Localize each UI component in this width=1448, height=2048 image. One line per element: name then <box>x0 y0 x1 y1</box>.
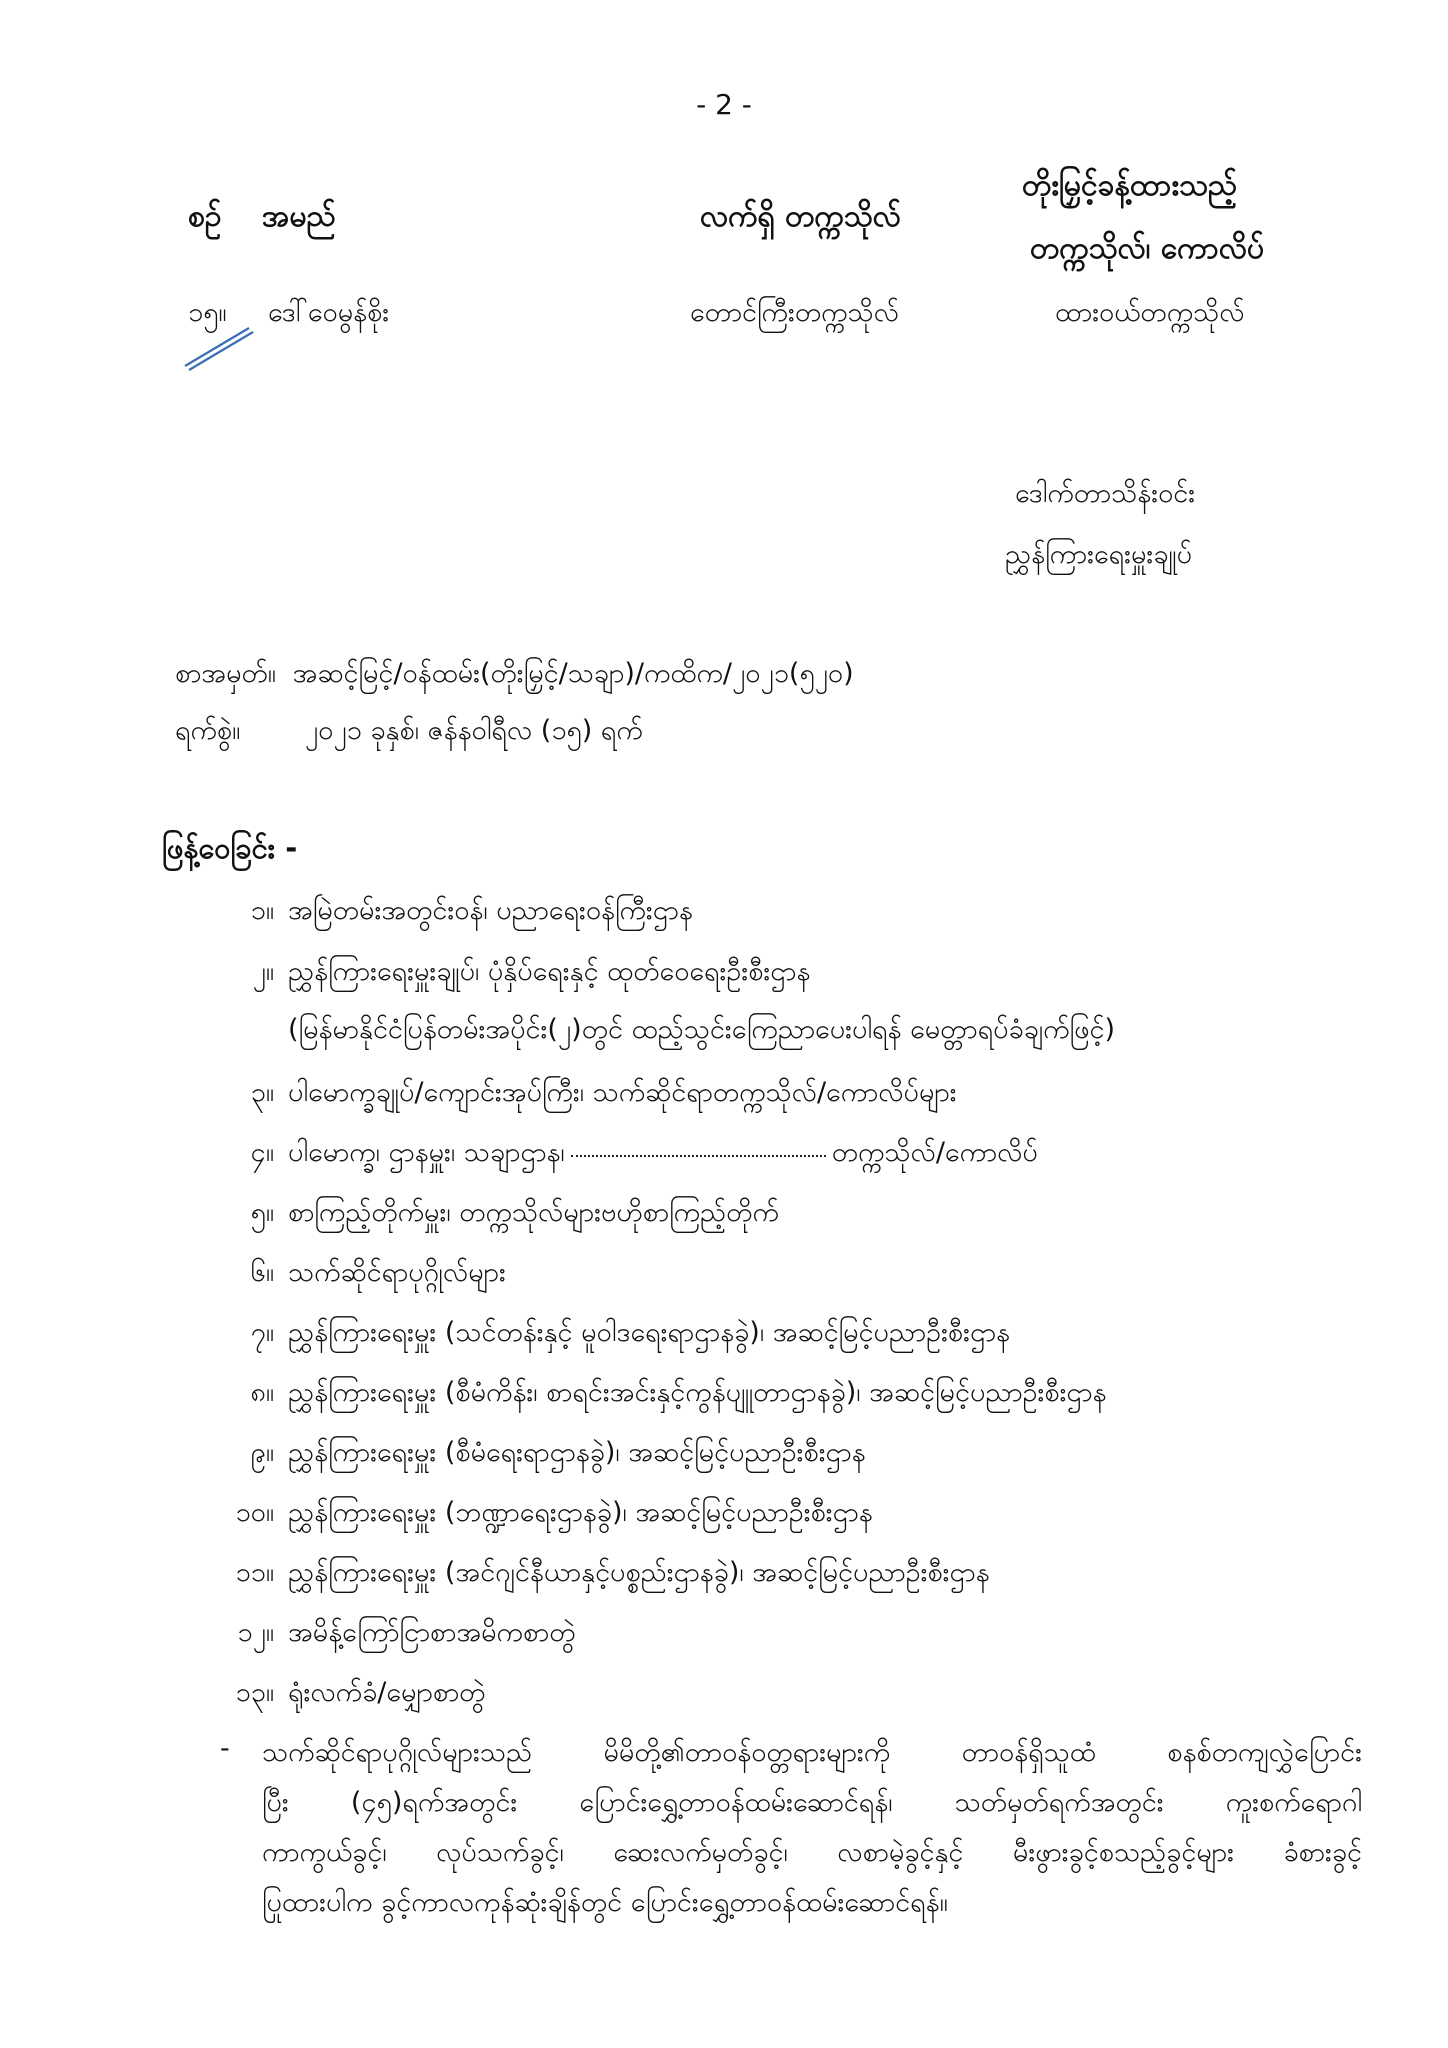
list-item <box>0 1315 1448 1359</box>
list-item-text: ရုံးလက်ခံ/မျှောစာတွဲ <box>288 1677 486 1708</box>
double-stroke-mark <box>183 322 255 372</box>
header-transfer-line1: တိုးမြှင့်ခန့်ထားသည့် <box>1022 168 1238 203</box>
list-item <box>0 1075 1448 1119</box>
reference-number <box>175 656 854 696</box>
list-item-text: (မြန်မာနိုင်ငံပြန်တမ်းအပိုင်း(၂)တွင် ထည့်သွင်းကြေညာပေးပါရန် မေတ္တာရပ်ခံချက်ဖြင့်) <box>288 1014 1116 1045</box>
reference-date <box>175 713 643 753</box>
blank-dotted-line <box>571 1155 826 1157</box>
list-item-text: ညွှန်ကြားရေးမှူးချုပ်၊ ပုံနှိပ်ရေးနှင့် ထုတ်ဝေရေးဦးစီးဌာန <box>288 956 811 987</box>
list-item-number: ၁၂။ <box>237 1617 274 1648</box>
list-item-number: ၆။ <box>250 1257 274 1288</box>
list-item-text: ညွှန်ကြားရေးမှူး (အင်ဂျင်နီယာနှင့်ပစ္စည်းဌာနခွဲ)၊ အဆင့်မြင့်ပညာဦးစီးဌာန <box>288 1557 990 1588</box>
list-item-continuation <box>0 1012 1448 1056</box>
list-item-text-after: တက္ကသိုလ်/ကောလိပ် <box>831 1137 1038 1168</box>
list-item-number: ၉။ <box>250 1437 274 1468</box>
list-item <box>0 1375 1448 1419</box>
header-current-university: လက်ရှိ တက္ကသိုလ် <box>700 199 901 234</box>
list-item <box>0 954 1448 998</box>
list-item-number: ၈။ <box>250 1377 274 1408</box>
list-item-number: ၁၁။ <box>235 1557 274 1588</box>
list-item-text <box>288 1135 1038 1175</box>
list-item <box>0 1495 1448 1539</box>
list-item-text: ညွှန်ကြားရေးမှူး (သင်တန်းနှင့် မူဝါဒရေးရာဌာနခွဲ)၊ အဆင့်မြင့်ပညာဦးစီးဌာန <box>288 1317 1011 1348</box>
list-item <box>0 893 1448 937</box>
note-line: ကာကွယ်ခွင့်၊ လုပ်သက်ခွင့်၊ ဆေးလက်မှတ်ခွင့်၊ လစာမဲ့ခွင့်နှင့် မီးဖွားခွင့်စသည့်ခွင့်များ ခံစားခွင့် <box>262 1837 1362 1868</box>
list-item-text: ပါမောက္ခချုပ်/ကျောင်းအုပ်ကြီး၊ သက်ဆိုင်ရာတက္ကသိုလ်/ကောလိပ်များ <box>288 1077 957 1108</box>
list-item-text: သက်ဆိုင်ရာပုဂ္ဂိုလ်များ <box>288 1257 506 1288</box>
list-item-number: ၄။ <box>250 1137 274 1168</box>
list-item-number: ၂။ <box>252 956 274 987</box>
list-item-text: ညွှန်ကြားရေးမှူး (စီမံကိန်း၊ စာရင်းအင်းနှင့်ကွန်ပျူတာဌာနခွဲ)၊ အဆင့်မြင့်ပညာဦးစီးဌာန <box>288 1377 1107 1408</box>
header-name: အမည် <box>262 199 336 234</box>
reference-date-label: ရက်စွဲ။ <box>175 715 241 746</box>
list-item-number: ၃။ <box>250 1077 274 1108</box>
reference-number-label: စာအမှတ်။ <box>175 658 276 689</box>
header-transfer-line2: တက္ကသိုလ်၊ ကောလိပ် <box>1030 231 1265 266</box>
list-item <box>0 1135 1448 1179</box>
note-line: ပြီး (၄၅)ရက်အတွင်း ပြောင်းရွှေ့တာဝန်ထမ်းဆောင်ရန်၊ သတ်မှတ်ရက်အတွင်း ကူးစက်ရောဂါ <box>262 1787 1362 1818</box>
list-item <box>0 1435 1448 1479</box>
page-number: - 2 - <box>696 88 752 121</box>
reference-number-value: အဆင့်မြင့်/ဝန်ထမ်း(တိုးမြှင့်/သချာ)/ကထိက/၂၀၂၁(၅၂၀) <box>292 658 854 689</box>
list-item-number: ၁။ <box>250 895 274 926</box>
note-line: ပြုထားပါက ခွင့်ကာလကုန်ဆုံးချိန်တွင် ပြောင်းရွှေ့တာဝန်ထမ်းဆောင်ရန်။ <box>262 1887 948 1918</box>
list-item <box>0 1675 1448 1719</box>
note-line: သက်ဆိုင်ရာပုဂ္ဂိုလ်များသည် မိမိတို့၏တာဝန်ဝတ္တရားများကို တာဝန်ရှိသူထံ စနစ်တကျလွှဲပြောင်း <box>262 1737 1362 1768</box>
note-dash: - <box>220 1733 230 1764</box>
note-paragraph <box>262 1728 1362 1928</box>
list-item <box>0 1195 1448 1239</box>
distribution-heading: ဖြန့်ဝေခြင်း - <box>162 831 298 865</box>
row-transfer-university: ထားဝယ်တက္ကသိုလ် <box>1055 297 1245 328</box>
list-item-number: ၇။ <box>250 1317 274 1348</box>
header-serial: စဉ် <box>188 199 222 234</box>
list-item-text: အမိန့်ကြော်ငြာစာအမိကစာတွဲ <box>288 1617 576 1648</box>
list-item <box>0 1555 1448 1599</box>
list-item-text: အမြဲတမ်းအတွင်းဝန်၊ ပညာရေးဝန်ကြီးဌာန <box>288 895 693 926</box>
row-current-university: တောင်ကြီးတက္ကသိုလ် <box>690 297 899 328</box>
signature-title: ညွှန်ကြားရေးမှူးချုပ် <box>1005 539 1193 570</box>
signature-name: ဒေါက်တာသိန်းဝင်း <box>1015 478 1196 509</box>
reference-date-value: ၂၀၂၁ ခုနှစ်၊ ဇန်နဝါရီလ (၁၅) ရက် <box>304 715 643 746</box>
list-item-text: ညွှန်ကြားရေးမှူး (စီမံရေးရာဌာနခွဲ)၊ အဆင့်မြင့်ပညာဦးစီးဌာန <box>288 1437 866 1468</box>
row-serial: ၁၅။ <box>188 297 227 328</box>
list-item-number: ၅။ <box>250 1197 274 1228</box>
list-item-text: စာကြည့်တိုက်မှူး၊ တက္ကသိုလ်များဗဟိုစာကြည့်တိုက် <box>288 1197 779 1228</box>
list-item <box>0 1615 1448 1659</box>
row-name: ဒေါ်ဝေမွန်စိုး <box>268 297 390 328</box>
list-item-text-before: ပါမောက္ခ၊ ဌာနမှူး၊ သချာဌာန၊ <box>288 1137 565 1168</box>
list-item-number: ၁၃။ <box>235 1677 274 1708</box>
list-item <box>0 1255 1448 1299</box>
list-item-number: ၁၀။ <box>235 1497 274 1528</box>
list-item-text: ညွှန်ကြားရေးမှူး (ဘဏ္ဍာရေးဌာနခွဲ)၊ အဆင့်မြင့်ပညာဦးစီးဌာန <box>288 1497 873 1528</box>
